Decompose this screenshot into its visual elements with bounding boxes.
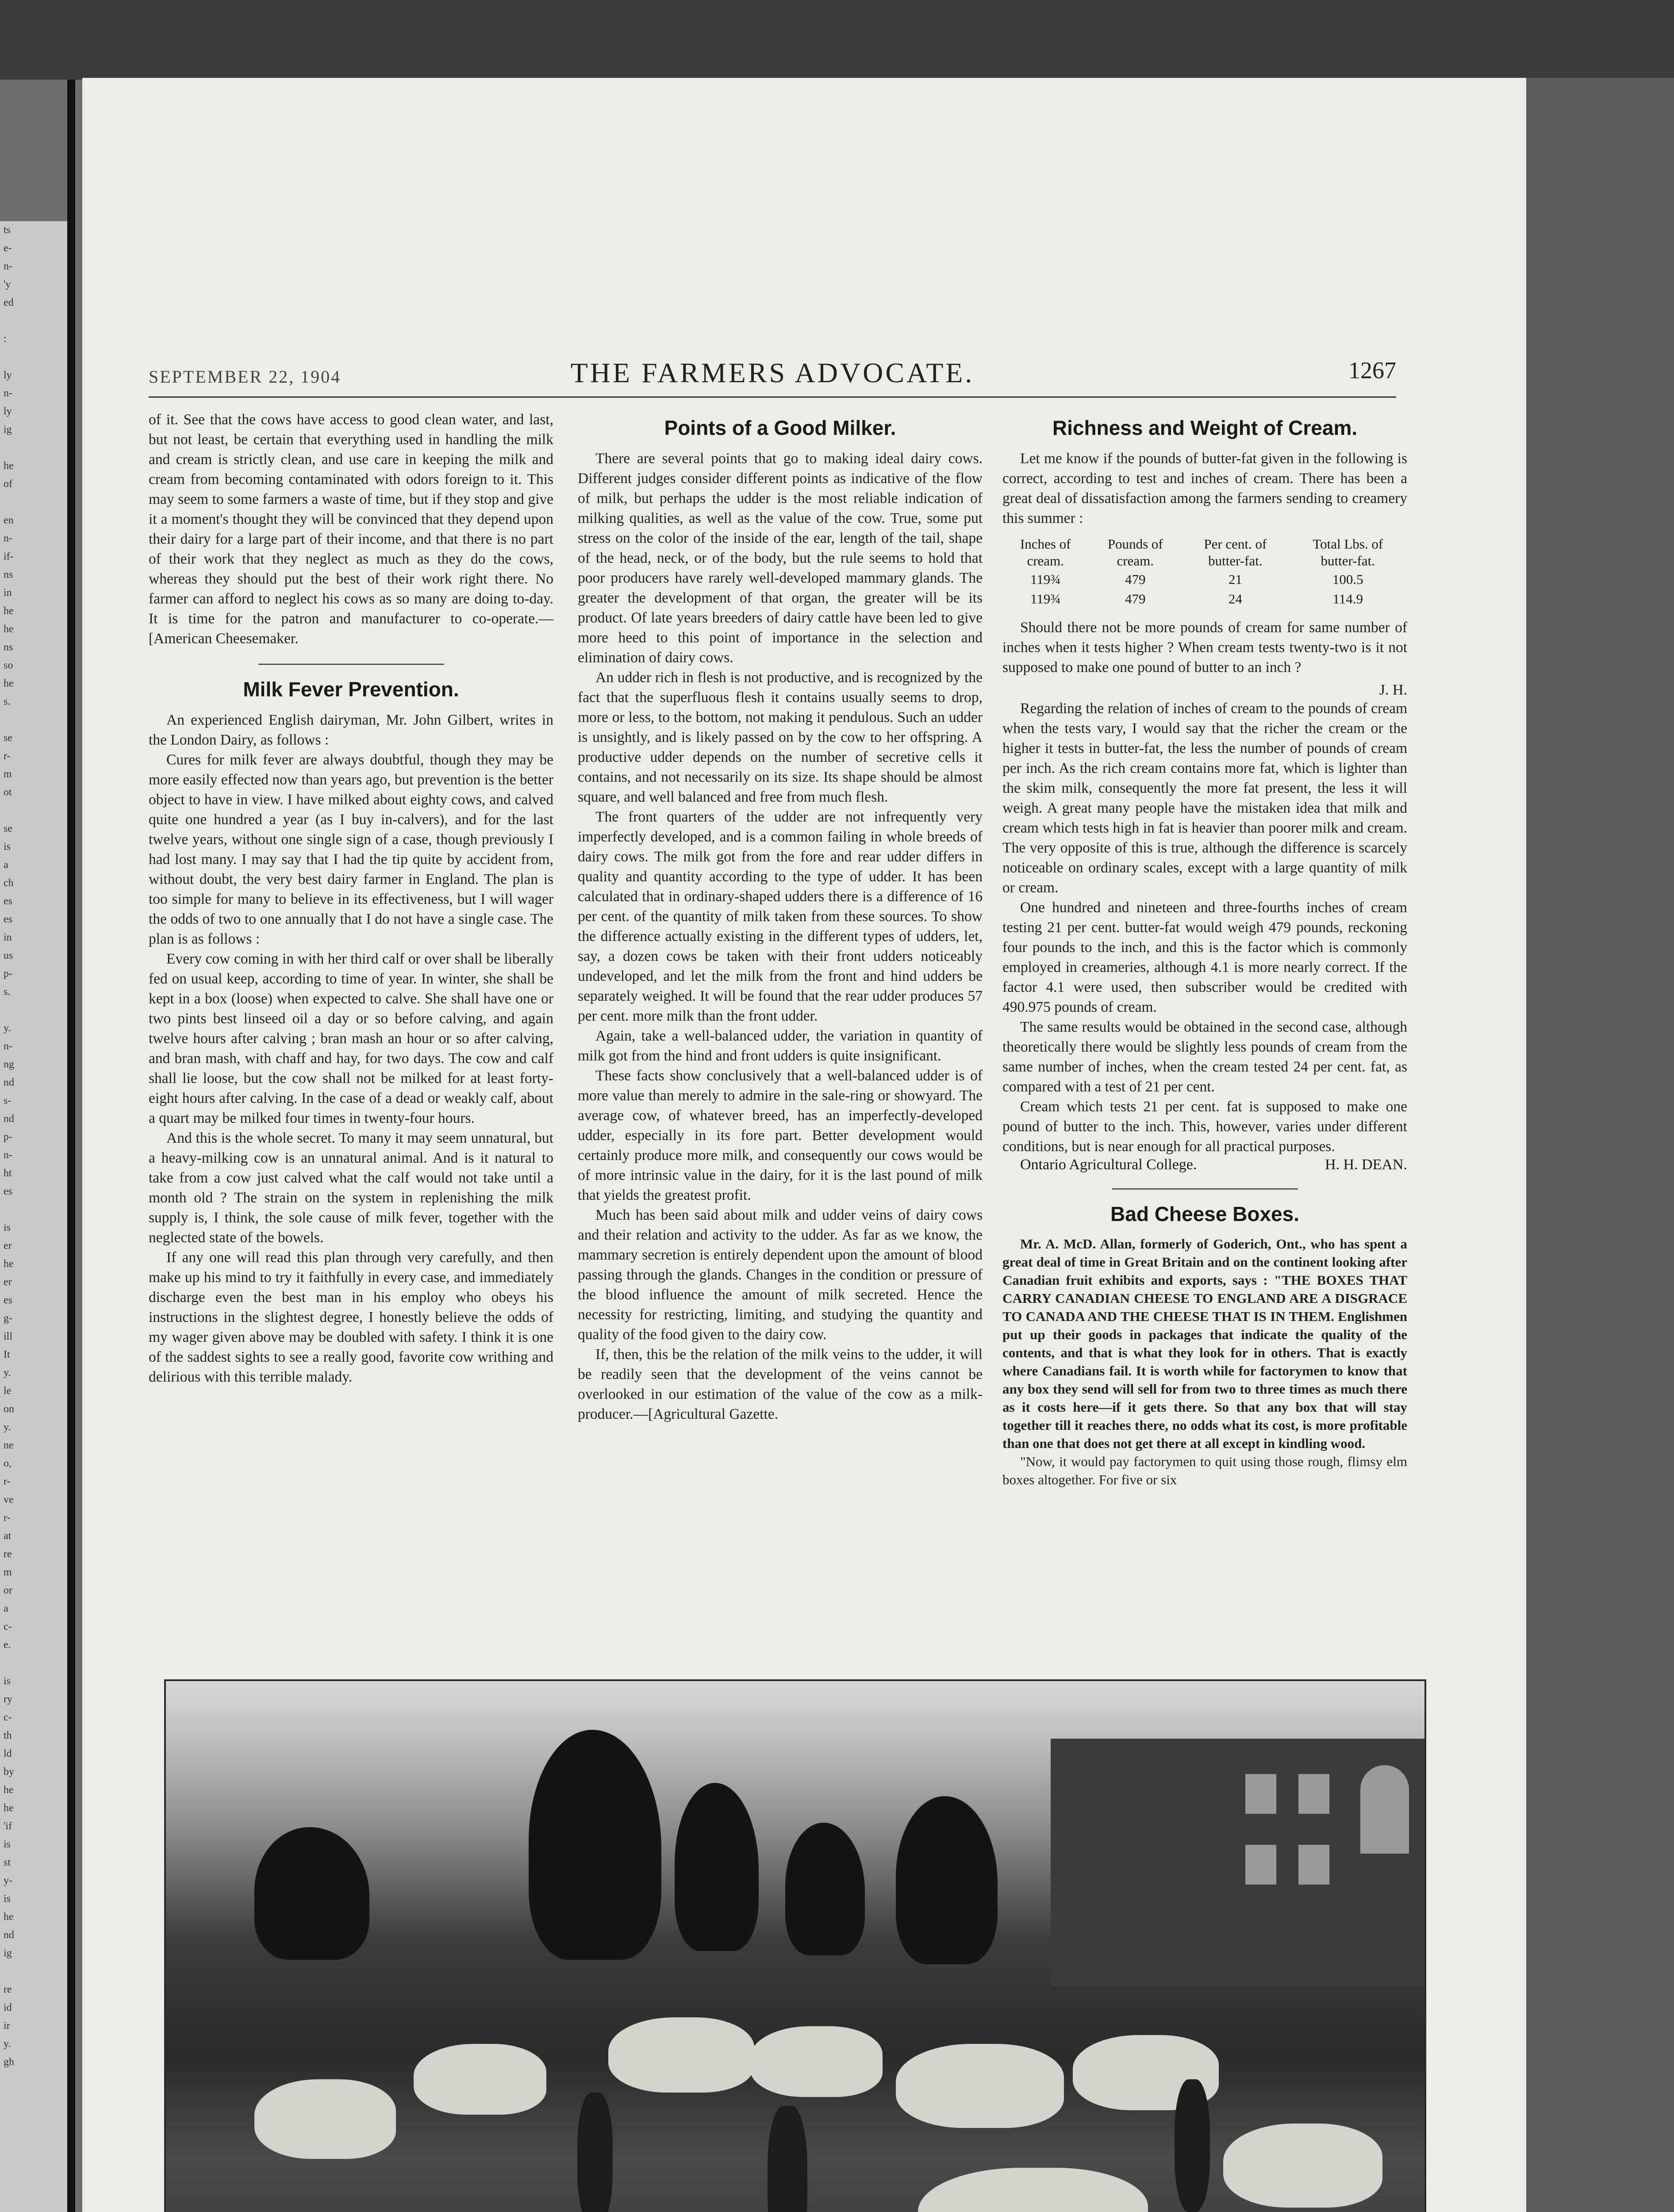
article-heading-milk-fever: Milk Fever Prevention. (243, 678, 459, 701)
margin-fragment (4, 1001, 70, 1019)
letter-intro: Let me know if the pounds of butter-fat given in the following is correct, according to test and inches of cream. There has been a great deal of dissatisfaction among the farmers sending to creamery this summer : (1002, 450, 1407, 526)
margin-fragment: s. (4, 696, 11, 707)
photo-tree (785, 1823, 865, 1955)
table-cell: 479 (1125, 572, 1146, 587)
cream-data-table (1002, 535, 1407, 609)
margin-fragment: id (4, 2002, 12, 2013)
article-paragraph: There are several points that go to making ideal dairy cows. Different judges consider different points as indicative of the flow of milk, but perhaps the udder is the most reliable indication of milking qualities, as well as the value of the cow. True, some put stress on the color of the inside of the ear, length of the tail, shape of the head, neck, or of the body, but the rule seems to hold that poor producers have rarely well-developed mammary glands. The greater the development of that organ, the greater will be its product. Of late years breeders of dairy cattle have been led to give more heed to this point of importance in the selection and elimination of dairy cows. (578, 450, 983, 666)
margin-fragment: re (4, 1548, 12, 1560)
margin-fragment: er (4, 1240, 12, 1252)
margin-fragment: r- (4, 1512, 11, 1524)
photo-window (1245, 1845, 1276, 1885)
margin-fragment: r- (4, 750, 11, 762)
margin-fragment: he (4, 1258, 14, 1270)
photo-tree (896, 1796, 998, 1964)
margin-fragment: en (4, 515, 14, 526)
margin-fragment: se (4, 823, 12, 834)
margin-fragment: n- (4, 1041, 12, 1052)
margin-fragment: m (4, 768, 12, 780)
table-cell: 24 (1228, 591, 1242, 607)
margin-fragment: a (4, 1603, 8, 1614)
margin-fragment: gh (4, 2056, 14, 2068)
answer-institution: Ontario Agricultural College. (1020, 1156, 1197, 1173)
answer-signature: H. H. DEAN. (1325, 1156, 1407, 1173)
article-paragraph: Cures for milk fever are always doubtful, though they may be more easily effected now than years ago, but prevention is the better object to have in view. I have milked about eighty cows, and calved quite one hundred a year (as I buy in-calvers), and for the last twelve years, without one single sign of a case, though previously I had lost many. I may say that I had the tip quite by accident from, without doubt, the very best dairy farmer in England. The plan is too simple for many to believe in its effectiveness, but I will wager the odds of two to one annually that I do not have a single case. The plan is as follows : (149, 752, 553, 947)
table-header-cell: Pounds of cream. (1107, 536, 1163, 568)
margin-fragment: n- (4, 1149, 12, 1161)
margin-fragment: on (4, 1403, 14, 1415)
margin-fragment: or (4, 1585, 12, 1596)
margin-fragment: in (4, 587, 12, 599)
margin-fragment: ed (4, 297, 14, 308)
margin-fragment: p- (4, 968, 12, 979)
margin-fragment: he (4, 605, 14, 617)
article-paragraph: These facts show conclusively that a well-balanced udder is of more value than merely to admire in the sale-ring or showyard. The average cow, of whatever breed, has an imperfectly-developed udder, especially in its fore part. Better development would certainly produce more milk, and consequently our cows would be of more intrinsic value in the dairy, for it is the last pound of milk that yields the greatest profit. (578, 1068, 983, 1203)
margin-fragment: us (4, 950, 13, 961)
margin-fragment: y. (4, 1022, 11, 1034)
article-heading-cream: Richness and Weight of Cream. (1052, 416, 1358, 439)
margin-fragment: is (4, 1675, 11, 1687)
margin-fragment: es (4, 895, 12, 907)
article-divider (1112, 1188, 1298, 1190)
photo-cow (608, 2017, 754, 2093)
margin-fragment (4, 439, 70, 457)
article-paragraph: Again, take a well-balanced udder, the variation in quantity of milk got from the hind and front udders is quite insignificant. (578, 1028, 983, 1064)
margin-fragment: re (4, 1984, 12, 1995)
margin-fragment: y. (4, 2038, 11, 2050)
newspaper-page (82, 78, 1526, 2212)
margin-fragment: of (4, 478, 12, 490)
margin-fragment: ch (4, 877, 14, 889)
margin-fragment: ig (4, 1947, 12, 1959)
letter-question: Should there not be more pounds of cream for same number of inches when it tests higher ? When cream tests twenty-two is it not supposed to make one pound of butter to an inch ? (1002, 619, 1407, 676)
answer-paragraph: Regarding the relation of inches of cream to the pounds of cream when the tests vary, I would say that the richer the cream or the higher it tests in butter-fat, the less the number of pounds of cream per inch. As the rich cream contains more fat, which is lighter than the skim milk, consequently the more fat present, the less it will weigh. A great many people have the mistaken idea that milk and cream which tests high in fat is heavier than poorer milk and cream. The very opposite of this is true, although the difference is scarcely noticeable on ordinary scales, except with a large quantity of milk or cream. (1002, 700, 1407, 896)
page-number: 1267 (1348, 357, 1396, 384)
letter-signature: J. H. (1379, 682, 1407, 698)
margin-fragment: is (4, 1839, 11, 1850)
margin-fragment: ts (4, 224, 11, 236)
margin-fragment: ns (4, 569, 13, 580)
margin-fragment: is (4, 841, 11, 853)
page-shadow (1526, 78, 1674, 2212)
margin-fragment: is (4, 1893, 11, 1905)
margin-fragment: se (4, 732, 12, 744)
margin-fragment (4, 1962, 70, 1981)
margin-fragment: n- (4, 388, 12, 399)
margin-fragment: g- (4, 1313, 12, 1324)
margin-fragment: : (4, 333, 7, 345)
margin-fragment (4, 711, 70, 729)
photo-tree (675, 1783, 759, 1951)
photo-tree (254, 1827, 369, 1960)
margin-fragment: ir (4, 2020, 10, 2032)
margin-fragment: y. (4, 1421, 11, 1433)
masthead-title: THE FARMERS ADVOCATE. (570, 357, 975, 388)
article-paragraph: If, then, this be the relation of the milk veins to the udder, it will be readily seen that the development of the veins cannot be overlooked in our estimation of the value of the cow as a milk-producer.—[Agricultural Gazette. (578, 1346, 983, 1422)
article-paragraph: The front quarters of the udder are not infrequently very imperfectly developed, and is a common failing in whole breeds of dairy cows. The milk got from the fore and rear udder differs in quality and quantity according to the type of udder. It has been calculated that in ordinary-shaped udders there is a difference of 16 per cent. of the quantity of milk taken from these sources. To show the difference actually existing in the different types of udders, let, say, a dozen cows be taken with their front udders noticeably undeveloped, and let the milk from the front and hind udders be separately weighed. It will be found that the rear udder produces 57 per cent. more milk than the front udder. (578, 809, 983, 1024)
margin-fragment: ly (4, 406, 12, 417)
table-row (1002, 589, 1407, 609)
column-3 (1002, 410, 1407, 1489)
article-heading-cheese-boxes: Bad Cheese Boxes. (1110, 1202, 1299, 1225)
margin-fragment: at (4, 1530, 12, 1542)
article-continuation: of it. See that the cows have access to good clean water, and last, but not least, be certain that everything used in handling the milk and cream is strictly clean, and use care in keeping the milk and cream from becoming contaminated with odors foreign to it. This may seem to some farmers a waste of time, but if they stop and give it a moment's thought they will be convinced that they depend upon their dairy for a large part of their income, and that there is no part of their work that they neglect as much as they do the cows, whereas they should put the best of their work right there. No farmer can afford to neglect his cows as so many are doing to-day. It is time for the patron and manufacturer to co-operate.—[American Cheesemaker. (149, 411, 553, 647)
photo-cow (896, 2044, 1064, 2128)
answer-paragraph: One hundred and nineteen and three-fourths inches of cream testing 21 per cent. butter-fat would weigh 479 pounds, reckoning four pounds to the inch, and this is the factor which is commonly employed in creameries, although 4.1 is more nearly correct. If the factor 4.1 were used, then subscriber would be credited with 490.975 pounds of cream. (1002, 899, 1407, 1015)
margin-fragment: he (4, 1911, 14, 1923)
header-date: SEPTEMBER 22, 1904 (149, 367, 342, 387)
photo-handler (577, 2093, 613, 2212)
margin-fragment: 'if (4, 1820, 12, 1832)
article-paragraph: "Now, it would pay factorymen to quit using those rough, flimsy elm boxes altogether. For five or six (1002, 1454, 1407, 1487)
margin-fragment: p- (4, 1131, 12, 1143)
margin-fragment: y- (4, 1875, 12, 1886)
margin-fragment: y. (4, 1367, 11, 1379)
margin-fragment: e. (4, 1639, 11, 1651)
margin-fragment: he (4, 1784, 14, 1796)
margin-fragment: es (4, 1294, 12, 1306)
margin-fragment: nd (4, 1929, 14, 1941)
margin-fragment: ng (4, 1059, 14, 1070)
article-paragraph: An experienced English dairyman, Mr. John Gilbert, writes in the London Dairy, as follows : (149, 712, 553, 748)
margin-fragment: by (4, 1766, 14, 1778)
margin-fragment: le (4, 1385, 12, 1397)
table-header-cell: Inches of cream. (1020, 536, 1071, 568)
page-header (149, 357, 1396, 398)
margin-fragment: he (4, 678, 14, 689)
margin-fragment: nd (4, 1077, 14, 1088)
table-cell: 21 (1228, 572, 1242, 587)
margin-fragment: s- (4, 1095, 12, 1106)
article-paragraph: Much has been said about milk and udder veins of dairy cows and their relation and activity to the udder. As far as we know, the mammary secretion is entirely dependent upon the amount of blood passing through the glands. Changes in the condition or pressure of the blood influence the amount of milk secreted. Hence the necessity for restricting, limiting, and studying the quantity and quality of the food given to the dairy cow. (578, 1207, 983, 1343)
column-1 (149, 410, 553, 1387)
margin-fragment: ht (4, 1167, 12, 1179)
margin-fragment: e- (4, 242, 12, 254)
answer-signature-row (1002, 1156, 1407, 1173)
margin-fragment: so (4, 660, 13, 671)
margin-fragment: 'y (4, 279, 11, 290)
photo-handler (1175, 2079, 1210, 2212)
margin-fragment (4, 1201, 70, 1219)
photo-building (1051, 1739, 1424, 1986)
photo-cow (918, 2168, 1148, 2212)
photo-tree (529, 1730, 661, 1960)
margin-fragment: c- (4, 1712, 12, 1723)
margin-fragment: ig (4, 424, 12, 435)
margin-fragment: s. (4, 986, 11, 998)
margin-fragment: ill (4, 1331, 13, 1342)
photo-window (1298, 1845, 1329, 1885)
photo-window (1245, 1774, 1276, 1814)
scan-background-top (0, 0, 1674, 80)
margin-fragment (4, 348, 70, 366)
adjacent-page-strip (0, 221, 70, 2212)
margin-fragment: ly (4, 369, 12, 381)
table-cell: 119¾ (1030, 572, 1061, 587)
margin-fragment (4, 493, 70, 511)
article-divider (258, 664, 444, 665)
margin-fragment: ne (4, 1440, 14, 1451)
article-paragraph: Mr. A. McD. Allan, formerly of Goderich, Ont., who has spent a great deal of time in Great Britain and on the continent looking after Canadian fruit exhibits and exports, says : "THE BOXES THAT CARRY CANADIAN CHEESE TO ENGLAND ARE A DISGRACE TO CANADA AND THE CHEESE THAT IS IN THEM. Englishmen put up their goods in packages that indicate the quality of the contents, and that is what they look for in others. That is exactly where Canadians fail. It is worth while for factorymen to know that any box they send will sell for from two to three times as much there as it costs here—if it gets there. So that any box that will stay together till it reaches there, no odds what its cost, is more profitable than one that does not get there at all except in kindling wood. (1002, 1236, 1407, 1451)
margin-fragment: nd (4, 1113, 14, 1125)
margin-fragment: th (4, 1730, 12, 1741)
margin-fragment (4, 1654, 70, 1672)
table-cell: 100.5 (1332, 572, 1363, 587)
photo-cow (254, 2079, 396, 2159)
table-cell: 119¾ (1030, 591, 1061, 607)
margin-fragment: ns (4, 641, 13, 653)
margin-fragment: It (4, 1349, 10, 1360)
binding-spine (67, 80, 75, 2212)
margin-fragment: he (4, 623, 14, 635)
article-paragraph: And this is the whole secret. To many it may seem unnatural, but a heavy-milking cow is an unnatural animal. And is it natural to take from a cow just calved what the calf would not take until a month old ? The strain on the system in replenishing the milk supply is, I think, the sole cause of milk fever, together with the neglected state of the bowels. (149, 1130, 553, 1246)
margin-fragment: o, (4, 1458, 12, 1469)
photo-window (1298, 1774, 1329, 1814)
photo-cow (414, 2044, 546, 2115)
table-cell: 114.9 (1332, 591, 1363, 607)
margin-fragment (4, 802, 70, 820)
photo-window (1360, 1765, 1409, 1854)
table-header-cell: Total Lbs. of butter-fat. (1313, 536, 1383, 568)
photo-cow (1223, 2124, 1382, 2208)
margin-fragment: es (4, 1186, 12, 1197)
article-paragraph: An udder rich in flesh is not productive, and is recognized by the fact that the superfluous flesh it contains usually seems to drop, more or less, to the bottom, not making it pendulous. Such an udder is unsightly, and is likely passed on by the cow to her offspring. A productive udder depends on the number of secretive cells it contains, and not necessarily on its size. Its shape should be almost square, and well balanced and free from much flesh. (578, 669, 983, 805)
table-cell: 479 (1125, 591, 1146, 607)
table-header-cell: Per cent. of butter-fat. (1204, 536, 1267, 568)
margin-fragment: c- (4, 1621, 12, 1632)
article-paragraph: Every cow coming in with her third calf or over shall be liberally fed on usual keep, according to time of year. In winter, she shall be kept in a box (loose) when expected to calve. She shall have one or two pints best linseed oil a day or so before calving, and again twelve hours after calving ; bran mash an hour or so after calving, and bran mash, with chaff and hay, for two days. The cow and calf shall lie loose, but the cow shall not be milked for at least forty-eight hours after calving. In the case of a dead or weakly calf, about a quart may be milked four times in twenty-four hours. (149, 951, 553, 1126)
margin-fragment: n- (4, 533, 12, 544)
answer-paragraph: The same results would be obtained in the second case, although theoretically there would be slightly less pounds of cream from the same number of inches, when the cream tested 24 per cent. fat, as compared with a test of 21 per cent. (1002, 1019, 1407, 1095)
margin-fragment: ot (4, 787, 12, 798)
margin-fragment: he (4, 1802, 14, 1814)
exhibition-photograph (164, 1679, 1426, 2212)
article-heading-good-milker: Points of a Good Milker. (664, 416, 896, 439)
margin-fragment: n- (4, 261, 12, 272)
margin-fragment: ry (4, 1694, 12, 1705)
margin-fragment: if- (4, 551, 14, 562)
margin-fragment: is (4, 1222, 11, 1233)
photo-handler (768, 2106, 807, 2212)
margin-fragment: a (4, 859, 8, 871)
article-paragraph: If any one will read this plan through very carefully, and then make up his mind to try it faithfully in every case, and immediately discharge even the best man in his employ who obeys his instructions in the slightest degree, I honestly believe the odds of my wager given above may be doubled with safety. I think it is one of the saddest sights to see a really good, favorite cow writhing and delirious with this terrible malady. (149, 1249, 553, 1385)
margin-fragment: ve (4, 1494, 14, 1505)
column-2 (578, 410, 983, 1424)
margin-fragment (4, 312, 70, 330)
photo-cow (750, 2026, 883, 2097)
table-row (1002, 570, 1407, 589)
margin-fragment: es (4, 914, 12, 925)
margin-fragment: ld (4, 1748, 12, 1759)
margin-fragment: r- (4, 1476, 11, 1487)
margin-fragment: in (4, 932, 12, 943)
margin-fragment: m (4, 1567, 12, 1578)
margin-fragment: he (4, 460, 14, 472)
margin-fragment: er (4, 1276, 12, 1288)
margin-fragment: st (4, 1857, 11, 1868)
answer-paragraph: Cream which tests 21 per cent. fat is supposed to make one pound of butter to the inch. This, however, varies under different conditions, but is near enough for all practical purposes. (1002, 1098, 1407, 1155)
